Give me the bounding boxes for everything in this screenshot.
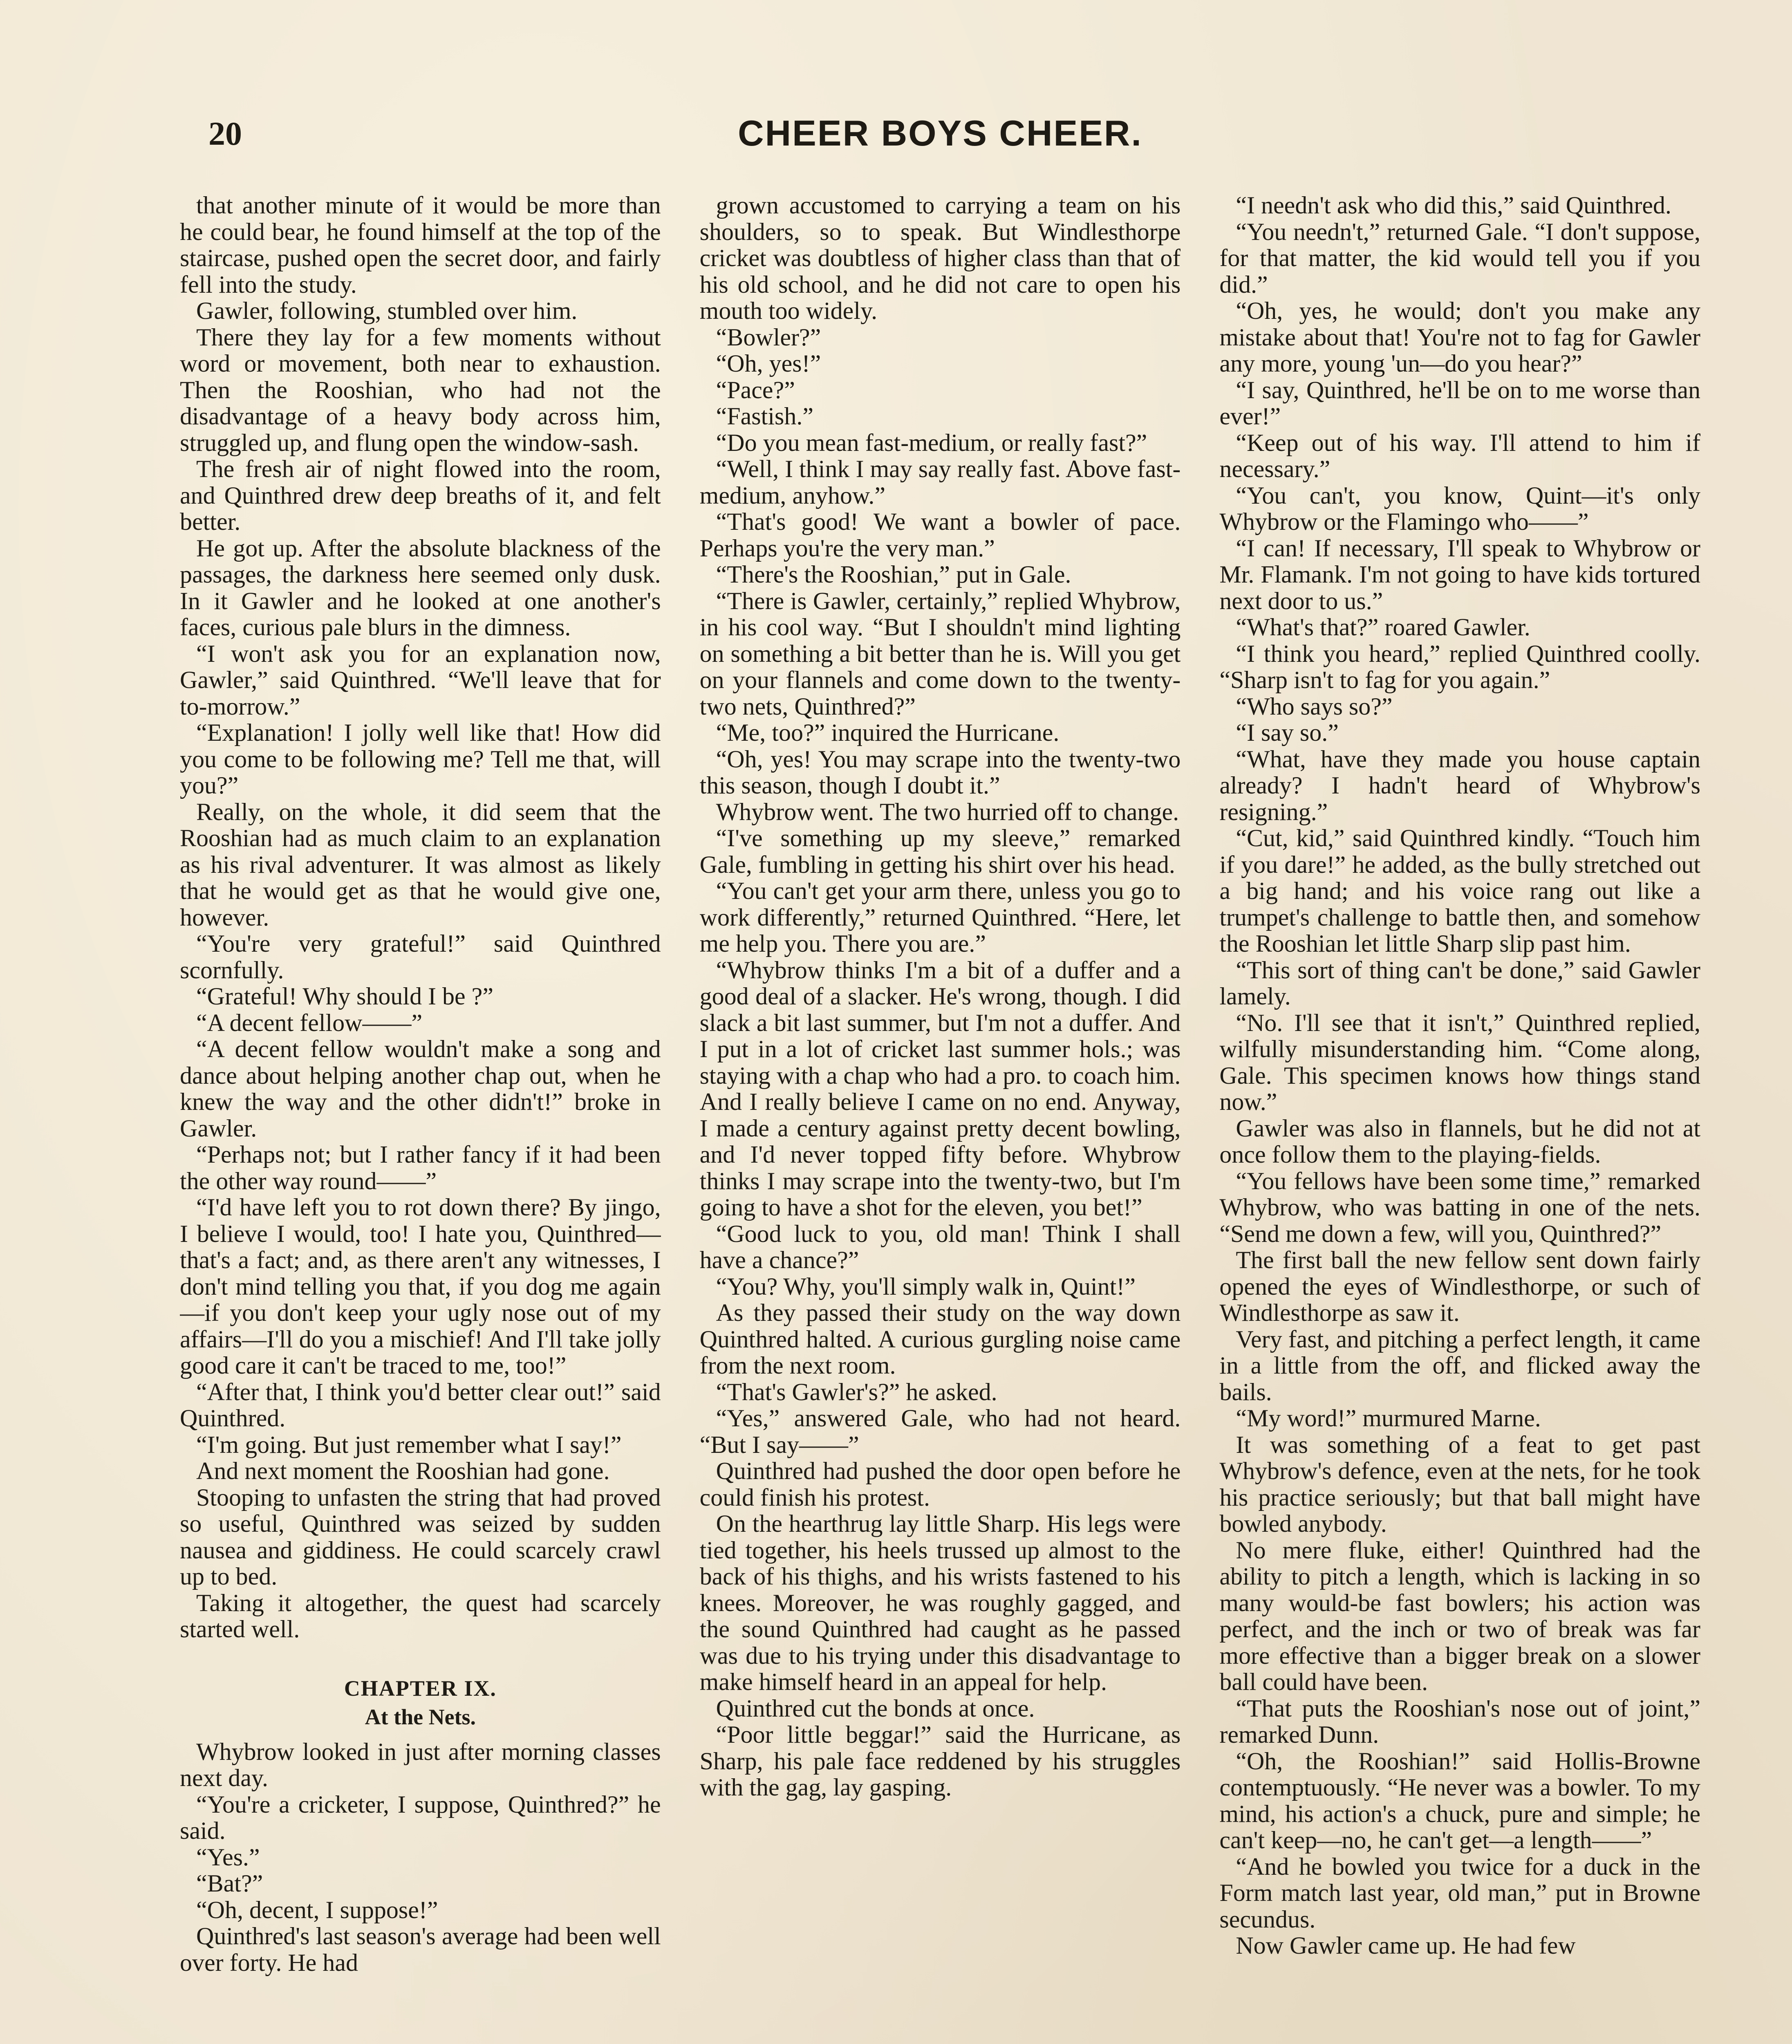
paragraph: “A decent fellow——”: [196, 1009, 423, 1036]
paragraph: The fresh air of night flowed into the room, and Quinthred drew deep breaths of it, and felt better.: [180, 455, 661, 535]
paragraph: “Bowler?”: [716, 323, 821, 351]
paragraph: “Oh, yes, he would; don't you make any mistake about that! You're not to fag for Gawler any more, young 'un—do you hear?”: [1219, 297, 1701, 377]
paragraph: “Oh, yes!”: [716, 350, 821, 377]
paragraph: “What, have they made you house captain already? I hadn't heard of Whybrow's resigning.”: [1219, 745, 1701, 825]
paragraph: And next moment the Rooshian had gone.: [196, 1457, 610, 1484]
paragraph: “Oh, the Rooshian!” said Hollis-Browne contemptuously. “He never was a bowler. To my mind, his action's a chuck, pure and simple; he can't keep—no, he can't get—a length——”: [1219, 1747, 1701, 1853]
paragraph: “You're very grateful!” said Quinthred scornfully.: [180, 930, 661, 984]
paragraph: Really, on the whole, it did seem that the Rooshian had as much claim to an explanation as his rival adventurer. It was almost as likely that he would get as that he would give one, however.: [180, 798, 661, 931]
paragraph: “Pace?”: [716, 376, 795, 403]
paragraph: There they lay for a few moments without word or movement, both near to exhaustion. Then the Rooshian, who had not the disadvantage of a heavy body across him, struggled up, and flung open the window-sash.: [180, 323, 661, 456]
paragraph: “There is Gawler, certainly,” replied Whybrow, in his cool way. “But I shouldn't mind lighting on something a bit better than he is. Will you get on your flannels and come down to the twenty-two nets, Quinthred?”: [699, 587, 1181, 720]
paragraph: that another minute of it would be more than he could bear, he found himself at the top of the staircase, pushed open the secret door, and fairly fell into the study.: [180, 192, 661, 298]
text-columns: [180, 192, 1700, 2044]
paragraph: Now Gawler came up. He had few: [1236, 1932, 1576, 1959]
paragraph: Taking it altogether, the quest had scarcely started well.: [180, 1589, 661, 1643]
paragraph: “No. I'll see that it isn't,” Quinthred replied, wilfully misunderstanding him. “Come along, Gale. This specimen knows how things stand now.”: [1219, 1009, 1701, 1115]
paragraph: The first ball the new fellow sent down fairly opened the eyes of Windlesthorpe, or such of Windlesthorpe as saw it.: [1219, 1246, 1701, 1326]
paragraph: Whybrow looked in just after morning classes next day.: [180, 1738, 661, 1791]
text-column-2: [700, 192, 1181, 2044]
paragraph: As they passed their study on the way down Quinthred halted. A curious gurgling noise came from the next room.: [699, 1299, 1181, 1379]
paragraph: Quinthred had pushed the door open before he could finish his protest.: [699, 1457, 1181, 1511]
paragraph: “Poor little beggar!” said the Hurricane, as Sharp, his pale face reddened by his struggles with the gag, lay gasping.: [699, 1721, 1181, 1801]
paragraph: “I can! If necessary, I'll speak to Whybrow or Mr. Flamank. I'm not going to have kids tortured next door to us.”: [1219, 534, 1701, 614]
text-column-1: [180, 192, 661, 2044]
paragraph: “Keep out of his way. I'll attend to him if necessary.”: [1219, 429, 1701, 482]
paragraph: “You needn't,” returned Gale. “I don't suppose, for that matter, the kid would tell you if you did.”: [1219, 218, 1701, 298]
paragraph: On the hearthrug lay little Sharp. His legs were tied together, his heels trussed up almost to the back of his thighs, and his wrists fastened to his knees. Moreover, he was roughly gagged, and the sound Quinthred had caught as he passed was due to his trying under this disadvantage to make himself heard in an appeal for help.: [699, 1510, 1181, 1695]
paragraph: “Whybrow thinks I'm a bit of a duffer and a good deal of a slacker. He's wrong, though. I did slack a bit last summer, but I'm not a duffer. And I put in a lot of cricket last summer hols.; was staying with a chap who had a pro. to coach him. And I really believe I came on no end. Anyway, I made a century against pretty decent bowling, and I'd never topped fifty before. Whybrow thinks I may scrape into the twenty-two, but I'm going to have a shot for the eleven, you bet!”: [699, 956, 1181, 1221]
paragraph: “You fellows have been some time,” remarked Whybrow, who was batting in one of the nets. “Send me down a few, will you, Quinthred?”: [1219, 1167, 1701, 1247]
paragraph: “This sort of thing can't be done,” said Gawler lamely.: [1219, 956, 1701, 1010]
paragraph: He got up. After the absolute blackness of the passages, the darkness here seemed only dusk. In it Gawler and he looked at one another's faces, curious pale blurs in the dimness.: [180, 534, 661, 641]
paragraph: “Explanation! I jolly well like that! How did you come to be following me? Tell me that, will you?”: [180, 719, 661, 799]
paragraph: “I think you heard,” replied Quinthred coolly. “Sharp isn't to fag for you again.”: [1219, 640, 1701, 693]
paragraph: “Do you mean fast-medium, or really fast?”: [716, 429, 1147, 456]
paragraph: “Yes.”: [196, 1843, 260, 1871]
paragraph: “And he bowled you twice for a duck in the Form match last year, old man,” put in Browne secundus.: [1219, 1853, 1701, 1933]
paragraph: “You can't get your arm there, unless you go to work differently,” returned Quinthred. “Here, let me help you. There you are.”: [699, 877, 1181, 957]
paragraph: “You can't, you know, Quint—it's only Whybrow or the Flamingo who——”: [1219, 482, 1701, 535]
text-column-3: [1219, 192, 1700, 2044]
paragraph: “Good luck to you, old man! Think I shall have a chance?”: [699, 1220, 1181, 1273]
paragraph: “I won't ask you for an explanation now, Gawler,” said Quinthred. “We'll leave that for to-morrow.”: [180, 640, 661, 720]
paragraph: “Me, too?” inquired the Hurricane.: [716, 719, 1060, 746]
running-title: CHEER BOYS CHEER.: [738, 113, 1142, 153]
paragraph: “What's that?” roared Gawler.: [1236, 614, 1530, 641]
page-header: [180, 108, 1700, 166]
paragraph: “Cut, kid,” said Quinthred kindly. “Touch him if you dare!” he added, as the bully stretched out a big hand; and his voice rang out like a trumpet's challenge to battle then, and somehow the Rooshian let little Sharp slip past him.: [1219, 825, 1701, 957]
paragraph: Stooping to unfasten the string that had proved so useful, Quinthred was seized by sudden nausea and giddiness. He could scarcely crawl up to bed.: [180, 1484, 661, 1590]
paragraph: “You? Why, you'll simply walk in, Quint!”: [716, 1273, 1136, 1300]
paragraph: “There's the Rooshian,” put in Gale.: [716, 561, 1071, 588]
page-number: 20: [208, 115, 242, 152]
paragraph: “That's good! We want a bowler of pace. Perhaps you're the very man.”: [699, 508, 1181, 562]
paragraph: “I needn't ask who did this,” said Quinthred.: [1236, 192, 1671, 219]
paragraph: “Well, I think I may say really fast. Above fast-medium, anyhow.”: [699, 455, 1181, 509]
paragraph: “My word!” murmured Marne.: [1236, 1405, 1541, 1432]
paragraph: “I've something up my sleeve,” remarked Gale, fumbling in getting his shirt over his head.: [699, 825, 1181, 878]
paragraph: It was something of a feat to get past Whybrow's defence, even at the nets, for he took his practice seriously; but that ball might have bowled anybody.: [1219, 1431, 1701, 1537]
paragraph: “Grateful! Why should I be ?”: [196, 983, 493, 1010]
paragraph: Very fast, and pitching a perfect length, it came in a little from the off, and flicked away the bails.: [1219, 1325, 1701, 1405]
chapter-subtitle: At the Nets.: [365, 1705, 476, 1729]
paragraph: Quinthred's last season's average had been well over forty. He had: [180, 1923, 661, 1976]
paragraph: “I say so.”: [1236, 719, 1339, 746]
paragraph: Gawler, following, stumbled over him.: [196, 297, 578, 324]
paragraph: “Fastish.”: [716, 403, 813, 430]
paragraph: “Who says so?”: [1236, 693, 1393, 720]
paragraph: “I'm going. But just remember what I say!”: [196, 1431, 622, 1458]
paragraph: Whybrow went. The two hurried off to change.: [716, 798, 1179, 825]
paragraph: “Oh, yes! You may scrape into the twenty-two this season, though I doubt it.”: [699, 745, 1181, 799]
paragraph: “Perhaps not; but I rather fancy if it had been the other way round——”: [180, 1141, 661, 1195]
paragraph: “You're a cricketer, I suppose, Quinthred?” he said.: [180, 1791, 661, 1844]
paragraph: “Oh, decent, I suppose!”: [196, 1896, 438, 1923]
paragraph: “Yes,” answered Gale, who had not heard. “But I say——”: [699, 1405, 1181, 1458]
paragraph: “A decent fellow wouldn't make a song and dance about helping another chap out, when he knew the way and the other didn't!” broke in Gawler.: [180, 1035, 661, 1142]
paragraph: “That's Gawler's?” he asked.: [716, 1378, 997, 1405]
paragraph: “I say, Quinthred, he'll be on to me worse than ever!”: [1219, 376, 1701, 430]
paragraph: grown accustomed to carrying a team on his shoulders, so to speak. But Windlesthorpe cricket was doubtless of higher class than that of his old school, and he did not care to open his mouth too widely.: [699, 192, 1181, 324]
paragraph: “After that, I think you'd better clear out!” said Quinthred.: [180, 1378, 661, 1432]
paragraph: “That puts the Rooshian's nose out of joint,” remarked Dunn.: [1219, 1694, 1701, 1748]
paragraph: Gawler was also in flannels, but he did not at once follow them to the playing-fields.: [1219, 1114, 1701, 1168]
paragraph: “Bat?”: [196, 1870, 263, 1897]
paragraph: Quinthred cut the bonds at once.: [716, 1694, 1035, 1722]
paragraph: “I'd have left you to rot down there? By jingo, I believe I would, too! I hate you, Quinthred—that's a fact; and, as there aren't any witnesses, I don't mind telling you that, if you dog me again—if you don't keep your ugly nose out of my affairs—I'll do you a mischief! And I'll take jolly good care it can't be traced to me, too!”: [180, 1194, 661, 1379]
chapter-heading: CHAPTER IX.: [344, 1676, 497, 1701]
paragraph: No mere fluke, either! Quinthred had the ability to pitch a length, which is lacking in so many would-be fast bowlers; his action was perfect, and the inch or two of break was far more effective than a bigger break on a slower ball could have been.: [1219, 1536, 1701, 1695]
